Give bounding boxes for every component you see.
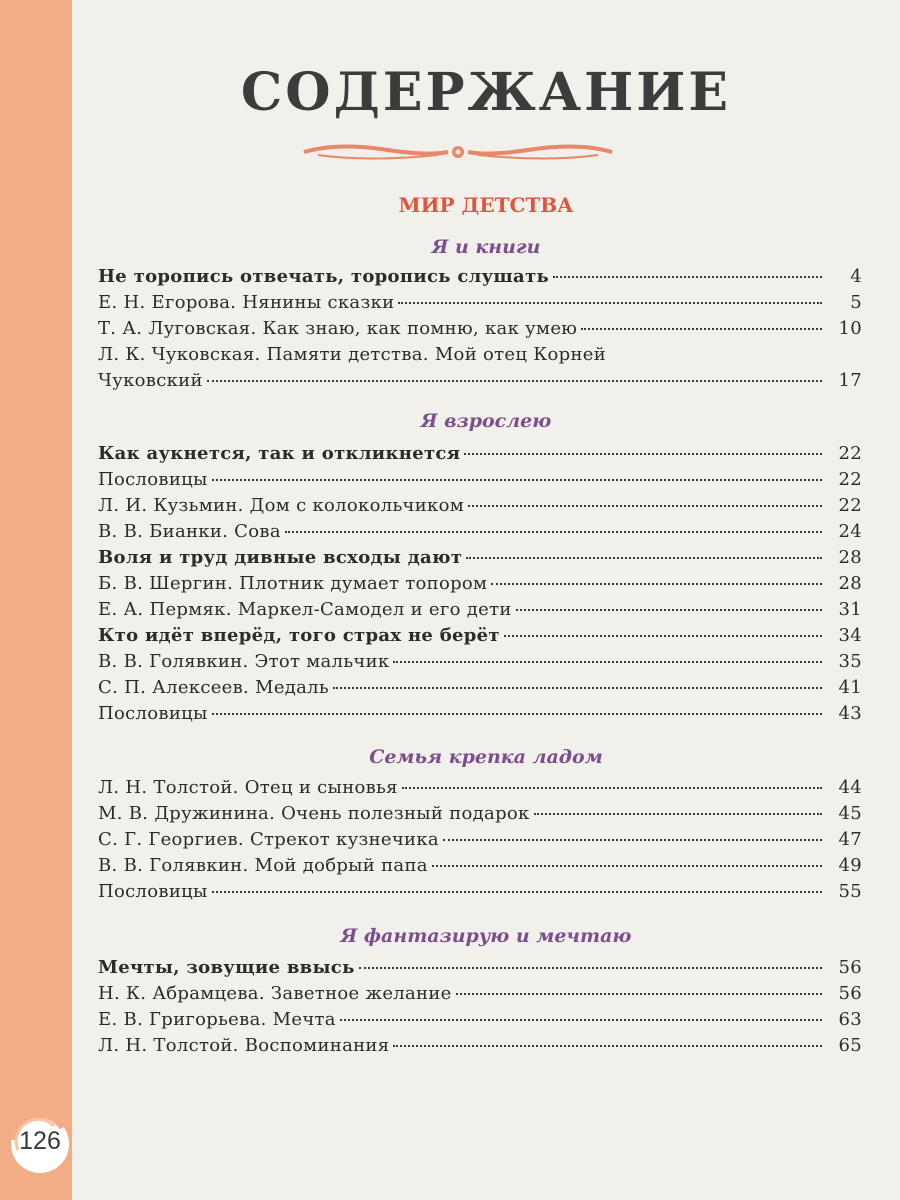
toc-entry[interactable] — [98, 1009, 862, 1030]
title-ornament-icon — [298, 138, 618, 166]
toc-leader — [393, 661, 822, 663]
subsection-title: Я и книги — [431, 236, 541, 258]
page-title: СОДЕРЖАНИЕ — [240, 62, 732, 123]
subsection-title: Я взрослею — [420, 410, 552, 432]
toc-entry-page: 34 — [838, 625, 862, 646]
toc-entry[interactable] — [98, 469, 862, 490]
toc-leader — [464, 453, 822, 455]
toc-entry[interactable] — [98, 625, 862, 646]
toc-entry[interactable] — [98, 573, 862, 594]
subsection-title: Я фантазирую и мечтаю — [340, 925, 632, 947]
toc-entry-title: Т. А. Луговская. Как знаю, как помню, как умею — [98, 318, 578, 339]
toc-entry[interactable] — [98, 318, 862, 339]
toc-entry-title: Пословицы — [98, 703, 208, 724]
toc-leader — [333, 687, 822, 689]
toc-entry-page: 17 — [838, 370, 862, 391]
toc-entry-page: 49 — [838, 855, 862, 876]
toc-entry-page: 63 — [838, 1009, 862, 1030]
toc-entry[interactable] — [98, 266, 862, 287]
toc-entry-title: В. В. Бианки. Сова — [98, 521, 281, 542]
toc-entry-title: Л. И. Кузьмин. Дом с колокольчиком — [98, 495, 465, 516]
toc-entry-title: Е. Н. Егорова. Нянины сказки — [98, 292, 395, 313]
toc-leader — [553, 276, 822, 278]
toc-entry-page: 44 — [838, 777, 862, 798]
toc-entry[interactable] — [98, 957, 862, 978]
toc-entry-title: Пословицы — [98, 881, 208, 902]
toc-entry-page: 31 — [838, 599, 862, 620]
toc-entry-title: Чуковский — [98, 370, 203, 391]
toc-entry[interactable] — [98, 547, 862, 568]
toc-entry-page: 55 — [838, 881, 862, 902]
toc-entry-title: Е. А. Пермяк. Маркел-Самодел и его дети — [98, 599, 512, 620]
toc-entry[interactable] — [98, 1035, 862, 1056]
toc-entry[interactable] — [98, 881, 862, 902]
toc-entry-title: Н. К. Абрамцева. Заветное желание — [98, 983, 452, 1004]
toc-entry-page: 56 — [838, 983, 862, 1004]
toc-entry[interactable] — [98, 443, 862, 464]
toc-entry[interactable] — [98, 370, 862, 391]
toc-entry-page: 22 — [838, 495, 862, 516]
toc-entry[interactable] — [98, 703, 862, 724]
toc-entry-title: Воля и труд дивные всходы дают — [98, 547, 463, 568]
toc-entry-title: Мечты, зовущие ввысь — [98, 957, 355, 978]
toc-entry-title: В. В. Голявкин. Этот мальчик — [98, 651, 390, 672]
toc-entry-page: 5 — [850, 292, 862, 313]
toc-entry[interactable] — [98, 651, 862, 672]
toc-entry[interactable] — [98, 803, 862, 824]
toc-entry-page: 22 — [838, 443, 862, 464]
toc-entry-page: 22 — [838, 469, 862, 490]
left-color-band — [0, 0, 72, 1200]
toc-entry-title: Как аукнется, так и откликнется — [98, 443, 461, 464]
toc-leader — [402, 787, 822, 789]
toc-entry-title: М. В. Дружинина. Очень полезный подарок — [98, 803, 530, 824]
toc-leader — [504, 635, 822, 637]
toc-entry-title: С. Г. Георгиев. Стрекот кузнечика — [98, 829, 439, 850]
toc-leader — [443, 839, 822, 841]
toc-leader — [212, 891, 822, 893]
toc-entry-page: 10 — [838, 318, 862, 339]
toc-leader — [359, 967, 822, 969]
toc-entry-page: 43 — [838, 703, 862, 724]
page-number: 126 — [19, 1127, 61, 1155]
toc-entry-title: Пословицы — [98, 469, 208, 490]
toc-entry-page: 24 — [838, 521, 862, 542]
toc-leader — [516, 609, 822, 611]
toc-leader — [285, 531, 822, 533]
toc-leader — [581, 328, 822, 330]
toc-entry-page: 47 — [838, 829, 862, 850]
toc-entry-title: Не торопись отвечать, торопись слушать — [98, 266, 549, 287]
toc-entry[interactable] — [98, 521, 862, 542]
toc-leader — [212, 713, 822, 715]
section-title: МИР ДЕТСТВА — [398, 193, 574, 217]
toc-entry-page: 35 — [838, 651, 862, 672]
toc-entry[interactable] — [98, 677, 862, 698]
toc-entry-page: 28 — [838, 547, 862, 568]
toc-entry[interactable] — [98, 292, 862, 313]
toc-entry-title: Л. Н. Толстой. Отец и сыновья — [98, 777, 398, 798]
toc-entry[interactable] — [98, 983, 862, 1004]
toc-leader — [534, 813, 822, 815]
toc-leader — [468, 505, 822, 507]
toc-leader — [393, 1045, 822, 1047]
toc-leader — [466, 557, 822, 559]
toc-entry[interactable] — [98, 599, 862, 620]
toc-leader — [432, 865, 822, 867]
toc-entry-title: В. В. Голявкин. Мой добрый папа — [98, 855, 428, 876]
toc-entry-title-line1[interactable]: Л. К. Чуковская. Памяти детства. Мой отец Корней — [98, 344, 606, 365]
toc-entry[interactable] — [98, 829, 862, 850]
toc-entry-page: 65 — [838, 1035, 862, 1056]
toc-entry-page: 41 — [838, 677, 862, 698]
toc-entry-page: 56 — [838, 957, 862, 978]
toc-entry-title: Б. В. Шергин. Плотник думает топором — [98, 573, 488, 594]
toc-entry-page: 28 — [838, 573, 862, 594]
toc-leader — [398, 302, 822, 304]
toc-entry[interactable] — [98, 495, 862, 516]
toc-entry-page: 45 — [838, 803, 862, 824]
toc-entry-title: Е. В. Григорьева. Мечта — [98, 1009, 336, 1030]
toc-leader — [340, 1019, 822, 1021]
toc-leader — [207, 380, 822, 382]
toc-leader — [491, 583, 822, 585]
subsection-title: Семья крепка ладом — [369, 746, 603, 768]
toc-entry-title: Кто идёт вперёд, того страх не берёт — [98, 625, 500, 646]
toc-entry-page: 4 — [850, 266, 862, 287]
toc-entry-title: Л. Н. Толстой. Воспоминания — [98, 1035, 390, 1056]
toc-entry-title: С. П. Алексеев. Медаль — [98, 677, 330, 698]
toc-entry[interactable] — [98, 777, 862, 798]
toc-leader — [212, 479, 822, 481]
toc-entry[interactable] — [98, 855, 862, 876]
toc-leader — [456, 993, 822, 995]
